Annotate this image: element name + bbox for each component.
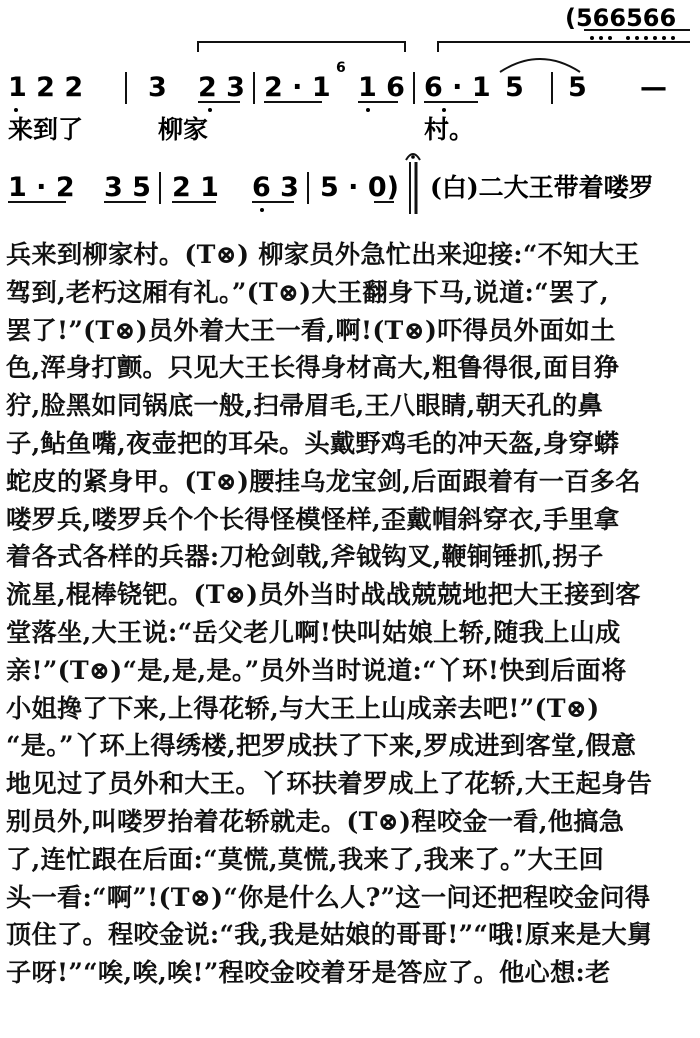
narration-line: 狞,脸黑如同锅底一般,扫帚眉毛,王八眼睛,朝天孔的鼻 (6, 390, 604, 421)
narration-line: 色,浑身打颤。只见大王长得身材高大,粗鲁得很,面目狰 (6, 352, 620, 383)
narration-line: 亲!”(T⊗)“是,是,是。”员外当时说道:“丫环!快到后面将 (6, 654, 627, 685)
narration-line: 罢了!”(T⊗)员外着大王一看,啊!(T⊗)吓得员外面如土 (6, 314, 616, 345)
note-group-2: 3 (148, 72, 167, 103)
note-group-12: 6 3 (252, 172, 299, 203)
sustain-dash: — (640, 72, 667, 103)
narration-line: 子,鲇鱼嘴,夜壶把的耳朵。头戴野鸡毛的冲天盔,身穿蟒 (6, 427, 620, 458)
narration-line: 地见过了员外和大王。丫环扶着罗成上了花轿,大王起身告 (6, 768, 653, 799)
spoken-intro: (白)二大王带着喽罗 (430, 173, 654, 202)
fermata-dot (411, 155, 415, 159)
narration-line: 驾到,老朽这厢有礼。”(T⊗)大王翻身下马,说道:“罢了, (6, 276, 609, 307)
intro-motif: (566566 (565, 4, 677, 32)
narration-line: 着各式各样的兵器:刀枪剑戟,斧钺钩叉,鞭锏锤抓,拐子 (6, 541, 604, 572)
tie-arc (500, 59, 580, 72)
phrase-bracket-2 (438, 42, 690, 52)
narration-line: 头一看:“啊”!(T⊗)“你是什么人?”这一问还把程咬金问得 (6, 881, 651, 912)
narration-line: 蛇皮的紧身甲。(T⊗)腰挂乌龙宝剑,后面跟着有一百多名 (6, 465, 641, 496)
narration (6, 236, 696, 992)
lyric-3: 村。 (424, 115, 475, 144)
lyric-1: 来到了 (8, 115, 84, 144)
narration-line: 了,连忙跟在后面:“莫慌,莫慌,我来了,我来了。”大王回 (6, 843, 605, 874)
note-group-9: 1 · 2 (8, 172, 75, 203)
note-group-5: 1 6 (358, 72, 405, 103)
narration-line: 顶住了。程咬金说:“我,我是姑娘的哥哥!”“哦!原来是大舅 (6, 919, 653, 950)
note-group-13: 5 · 0) (320, 172, 399, 203)
narration-line: 兵来到柳家村。(T⊗) 柳家员外急忙出来迎接:“不知大王 (6, 239, 640, 269)
note-group-4: 2 · 1 (264, 72, 331, 103)
narration-line: 流星,棍棒铙钯。(T⊗)员外当时战战兢兢地把大王接到客 (6, 579, 641, 610)
note-group-7: 5 (505, 72, 524, 103)
grace-note: 6 (336, 60, 346, 76)
note-group-10: 3 5 (104, 172, 151, 203)
narration-line: 喽罗兵,喽罗兵个个长得怪模怪样,歪戴帽斜穿衣,手里拿 (6, 503, 620, 534)
narration-line: 子呀!”“唉,唉,唉!”程咬金咬着牙是答应了。他心想:老 (6, 957, 611, 988)
narration-line: 小姐搀了下来,上得花轿,与大王上山成亲去吧!”(T⊗) (6, 692, 600, 723)
note-group-11: 2 1 (172, 172, 219, 203)
music-notation (0, 0, 700, 232)
note-group-1: 1 2 2 (8, 72, 84, 103)
narration-line: 别员外,叫喽罗抬着花轿就走。(T⊗)程咬金一看,他搞急 (6, 805, 625, 836)
phrase-bracket-1 (198, 42, 405, 52)
note-group-3: 2 3 (198, 72, 245, 103)
narration-line: 堂落坐,大王说:“岳父老儿啊!快叫姑娘上轿,随我上山成 (6, 616, 621, 647)
note-group-6: 6 · 1 (424, 72, 491, 103)
narration-line: “是。”丫环上得绣楼,把罗成扶了下来,罗成进到客堂,假意 (6, 730, 637, 761)
intro-dots (590, 36, 675, 40)
lyric-2: 柳家 (158, 115, 209, 144)
note-group-8: 5 (568, 72, 587, 103)
